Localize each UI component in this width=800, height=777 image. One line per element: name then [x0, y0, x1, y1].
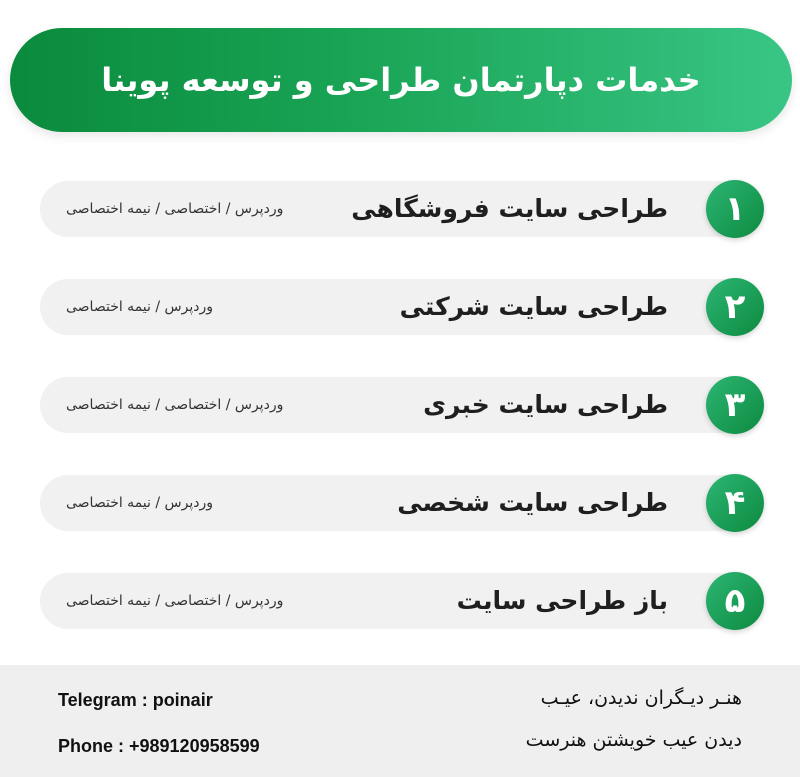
service-number-badge: ۵: [706, 572, 764, 630]
page-title: خدمات دپارتمان طراحی و توسعه پوینا: [101, 61, 701, 99]
service-title: طراحی سایت خبری: [423, 390, 668, 419]
service-number-badge: ۴: [706, 474, 764, 532]
service-options: وردپرس / اختصاصی / نیمه اختصاصی: [66, 397, 284, 413]
service-options: وردپرس / نیمه اختصاصی: [66, 299, 213, 315]
service-item-news: [40, 377, 760, 433]
service-title: باز طراحی سایت: [456, 586, 668, 615]
service-options: وردپرس / اختصاصی / نیمه اختصاصی: [66, 201, 284, 217]
quote-line-2: دیدن عیب خویشتن هنرست: [525, 729, 742, 751]
service-title: طراحی سایت فروشگاهی: [351, 194, 668, 223]
phone-contact[interactable]: Phone : +989120958599: [58, 736, 260, 756]
service-item-online-store: [40, 181, 760, 237]
service-number-badge: ۳: [706, 376, 764, 434]
service-title: طراحی سایت شرکتی: [399, 292, 668, 321]
service-title: طراحی سایت شخصی: [397, 488, 668, 517]
service-item-redesign: [40, 573, 760, 629]
service-options: وردپرس / اختصاصی / نیمه اختصاصی: [66, 593, 284, 609]
telegram-contact[interactable]: Telegram : poinair: [58, 690, 213, 710]
quote-line-1: هنـر دیـگران ندیدن، عیـب: [540, 687, 742, 709]
service-number-badge: ۱: [706, 180, 764, 238]
service-options: وردپرس / نیمه اختصاصی: [66, 495, 213, 511]
service-item-personal: [40, 475, 760, 531]
footer: [0, 665, 800, 777]
service-item-corporate: [40, 279, 760, 335]
service-number-badge: ۲: [706, 278, 764, 336]
